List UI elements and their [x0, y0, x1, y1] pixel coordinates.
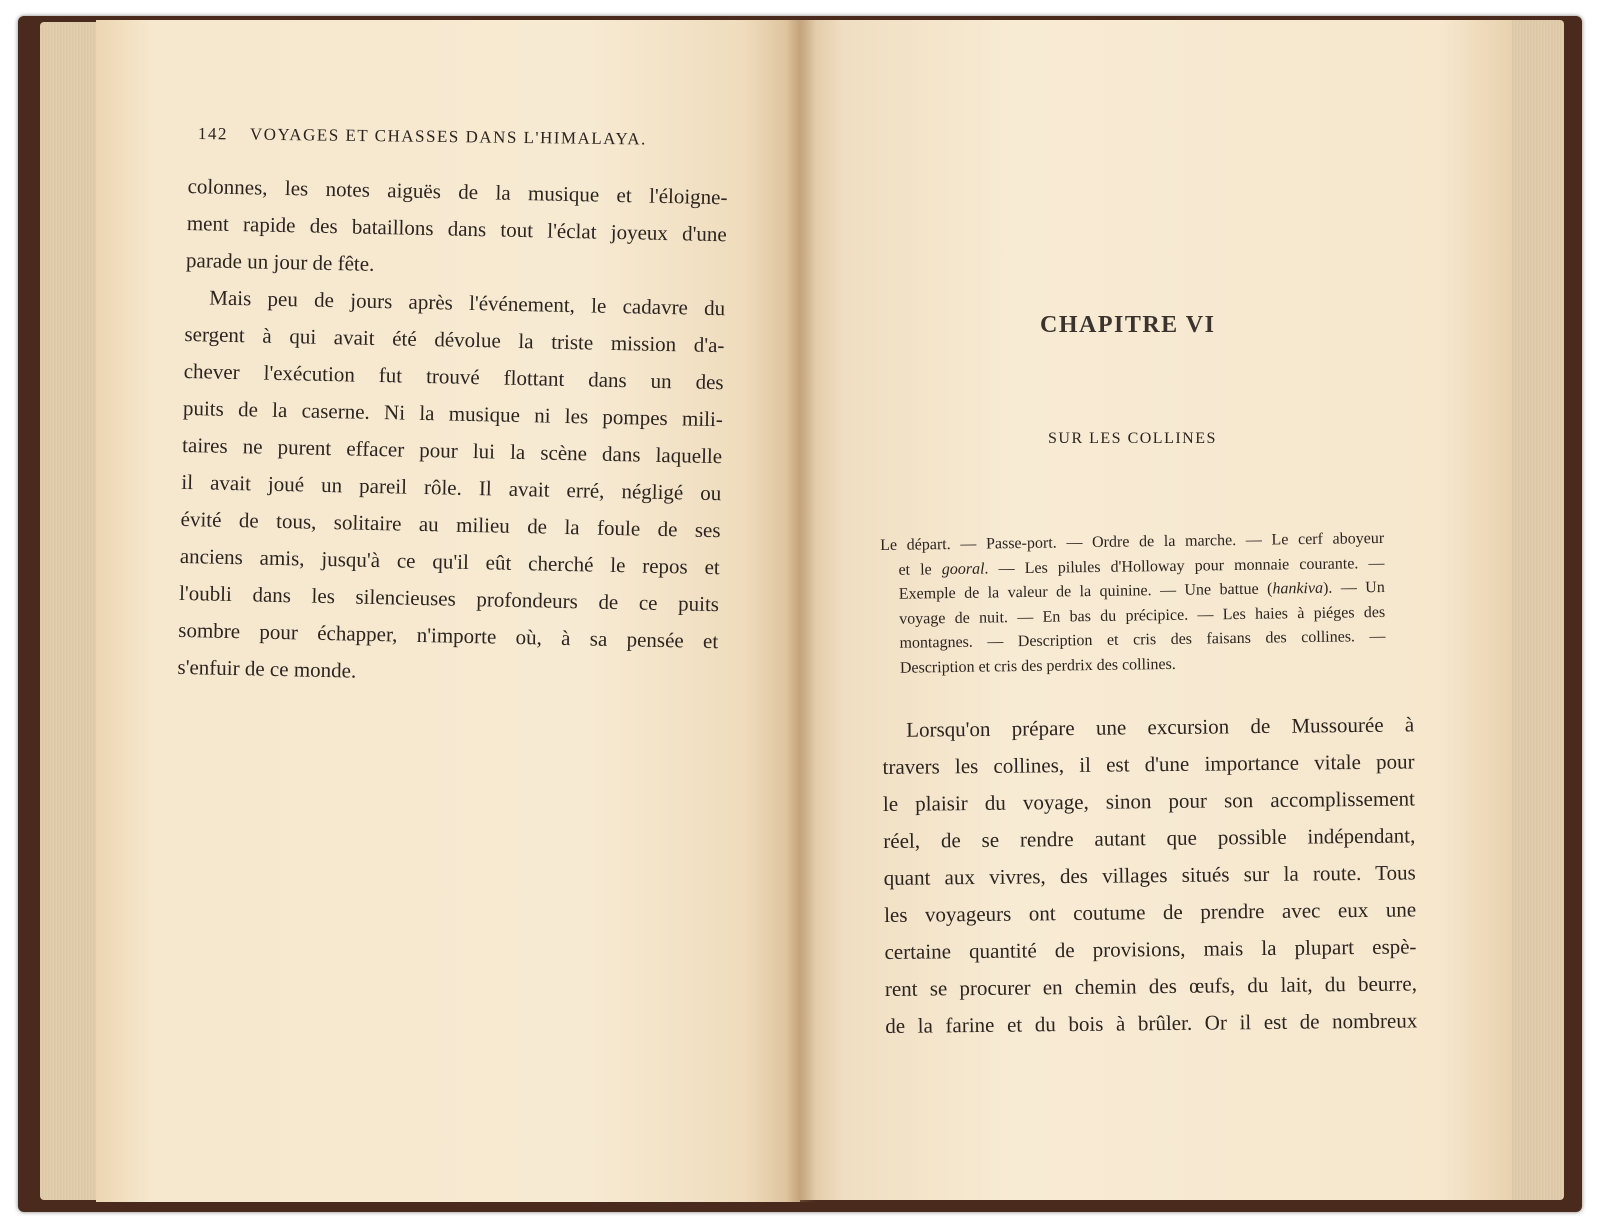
left-page — [96, 20, 800, 1202]
text-line: certaine quantité de provisions, mais la plupart espè- — [884, 934, 1417, 964]
chapter-subtitle: SUR LES COLLINES — [1048, 430, 1217, 447]
summary-line: Description et cris des perdrix des collines. — [899, 655, 1176, 677]
text-line: taires ne purent effacer pour lui la scène dans laquelle — [181, 432, 723, 469]
text-line: évité de tous, solitaire au milieu de la foule de ses — [180, 506, 721, 543]
text-line: Lorsqu'on prépare une excursion de Mussourée à — [906, 712, 1415, 742]
text-line: chever l'exécution fut trouvé flottant dans un des — [183, 358, 724, 395]
summary-text: et le — [898, 560, 942, 579]
running-head-title: VOYAGES ET CHASSES DANS L'HIMALAYA. — [249, 124, 647, 149]
text-line: colonnes, les notes aiguës de la musique et l'éloigne- — [187, 173, 728, 210]
summary-line: Le départ. — Passe-port. — Ordre de la marche. — Le cerf aboyeur — [880, 529, 1385, 554]
summary-text: ). — Un — [1322, 579, 1385, 598]
text-line: les voyageurs ont coutume de prendre avec eux une — [884, 897, 1417, 927]
summary-text: . — Les pilules d'Holloway pour monnaie courante. — — [984, 554, 1385, 578]
right-body-text — [882, 706, 1417, 1045]
summary-line: voyage de nuit. — En bas du précipice. — Les haies à piéges des — [899, 603, 1386, 628]
running-head — [198, 124, 758, 151]
text-line: rent se procurer en chemin des œufs, du lait, du beurre, — [884, 971, 1417, 1001]
book-gutter — [786, 20, 816, 1202]
page-number: 142 — [197, 124, 228, 144]
text-line: travers les collines, il est d'une importance vitale pour — [882, 749, 1415, 779]
text-line: réel, de se rendre autant que possible indépendant, — [883, 823, 1416, 853]
left-body-text — [177, 168, 728, 697]
text-line: puits de la caserne. Ni la musique ni les pompes mili- — [182, 395, 724, 432]
text-line: il avait joué un pareil rôle. Il avait erré, négligé ou — [181, 469, 722, 506]
chapter-title: CHAPITRE VI — [1040, 312, 1216, 338]
text-line: quant aux vivres, des villages situés sur la route. Tous — [883, 860, 1416, 890]
right-page — [800, 20, 1512, 1200]
summary-italic-term: gooral — [941, 560, 985, 578]
text-line: anciens amis, jusqu'à ce qu'il eût cherché le repos et — [179, 543, 721, 580]
text-line: sombre pour échapper, n'importe où, à sa pensée et — [178, 617, 719, 654]
text-line: s'enfuir de ce monde. — [177, 654, 357, 683]
summary-line: montagnes. — Description et cris des faisans des collines. — — [899, 628, 1386, 653]
text-line: Mais peu de jours après l'événement, le cadavre du — [209, 285, 726, 321]
text-line: de la farine et du bois à brûler. Or il est de nombreux — [885, 1008, 1418, 1038]
chapter-summary — [880, 527, 1386, 682]
summary-text: Exemple de la valeur de la quinine. — Une battue ( — [898, 580, 1273, 603]
text-line: l'oubli dans les silencieuses profondeurs de ce puits — [178, 580, 720, 617]
text-line: parade un jour de fête. — [185, 247, 375, 276]
text-line: le plaisir du voyage, sinon pour son accomplissement — [882, 786, 1416, 816]
summary-italic-term: hankiva — [1272, 580, 1324, 598]
left-page-edges — [40, 22, 98, 1200]
text-line: ment rapide des bataillons dans tout l'éclat joyeux d'une — [186, 210, 727, 247]
text-line: sergent à qui avait été dévolue la triste mission d'a- — [184, 321, 725, 358]
right-page-edges — [1510, 20, 1564, 1200]
